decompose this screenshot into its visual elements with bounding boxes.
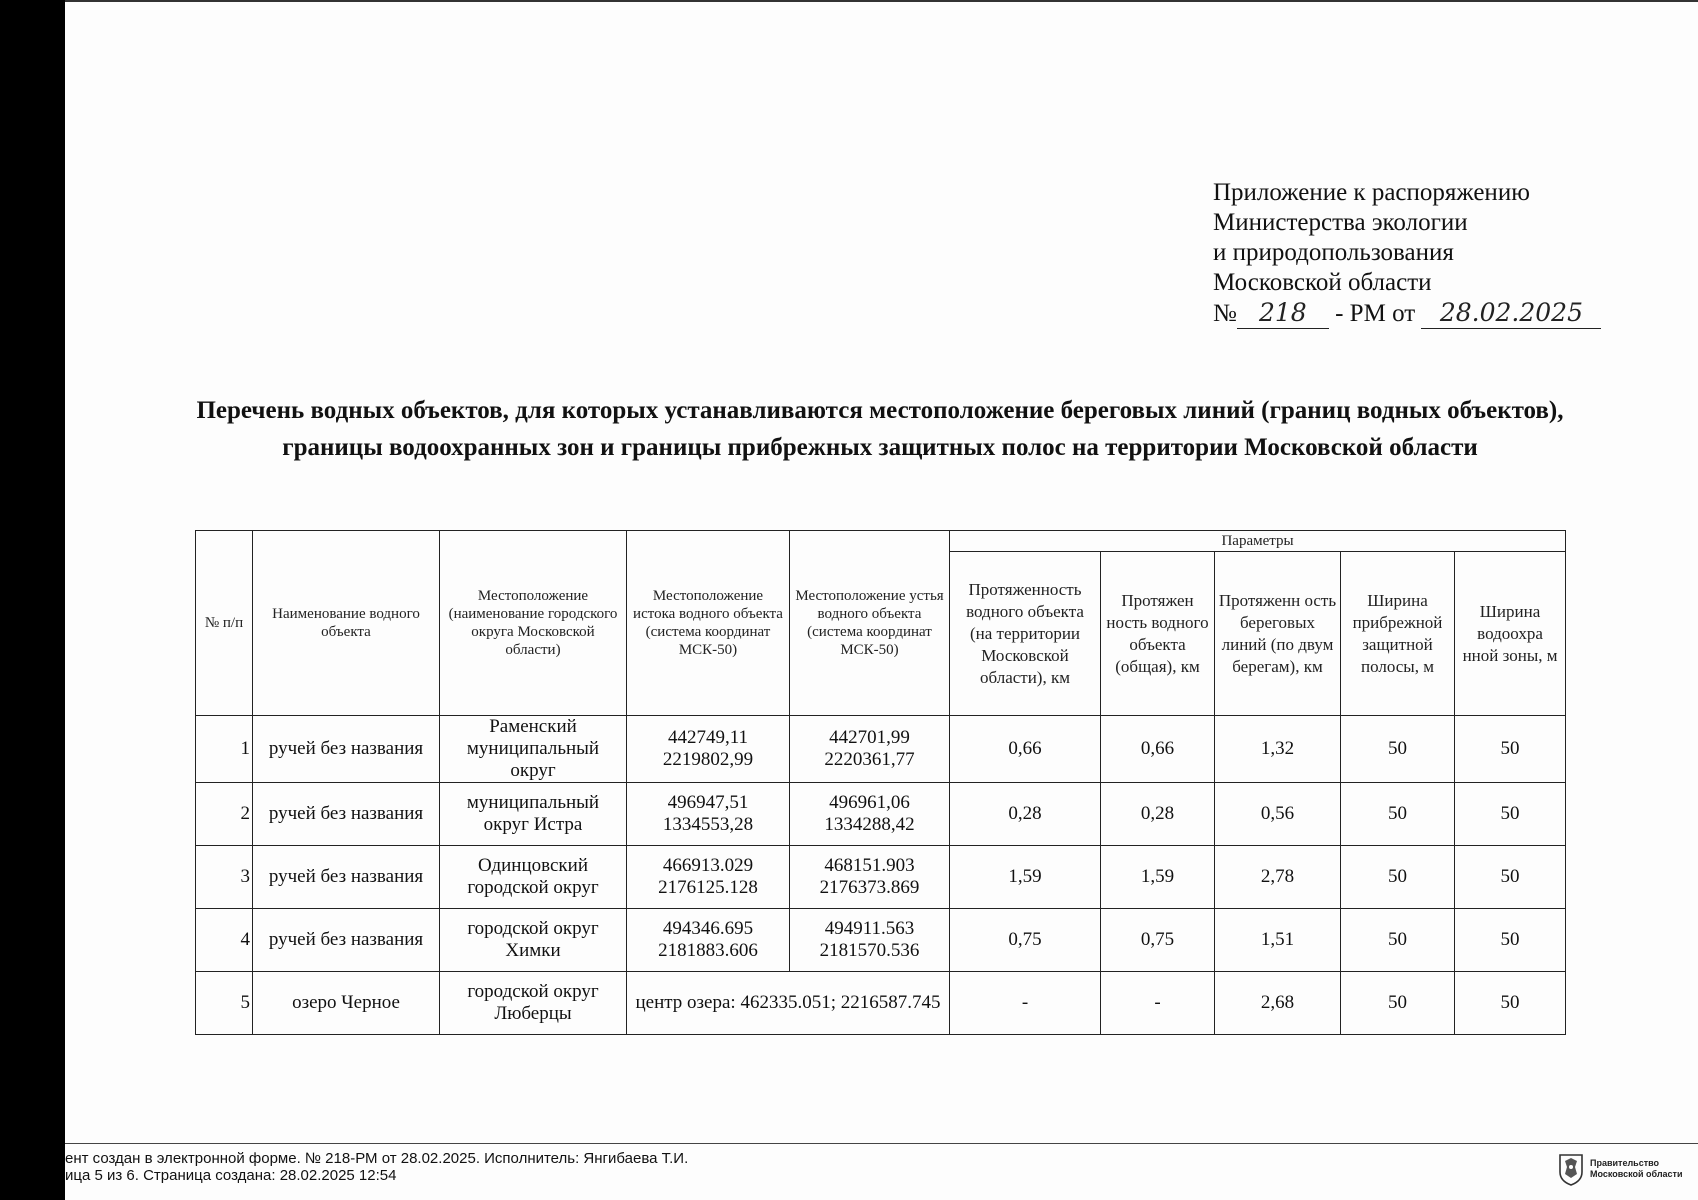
footer (65, 1150, 688, 1184)
appendix-line-2: Министерства экологии (1213, 209, 1468, 236)
cell-len-banks: 2,68 (1215, 972, 1341, 1035)
cell-location: муниципальный округ Истра (440, 783, 627, 846)
header-width-zone: Ширина водоохра нной зоны, м (1455, 552, 1566, 716)
cell-len-banks: 2,78 (1215, 846, 1341, 909)
gov-logo-line-2: Московской области (1590, 1169, 1683, 1179)
cell-name: озеро Черное (253, 972, 440, 1035)
cell-width-strip: 50 (1341, 716, 1455, 783)
order-date: 28.02.2025 (1421, 298, 1601, 329)
cell-no: 4 (196, 909, 253, 972)
cell-mouth: 442701,99 2220361,77 (790, 716, 950, 783)
table-row (196, 846, 1566, 909)
number-prefix: № (1213, 300, 1237, 327)
cell-len-banks: 0,56 (1215, 783, 1341, 846)
cell-mouth: 468151.903 2176373.869 (790, 846, 950, 909)
order-number: 218 (1237, 298, 1329, 329)
cell-len-total: 0,75 (1101, 909, 1215, 972)
cell-len-total: 0,28 (1101, 783, 1215, 846)
cell-source: 466913.029 2176125.128 (627, 846, 790, 909)
rm-label: - РМ от (1335, 300, 1416, 327)
cell-location: городской округ Люберцы (440, 972, 627, 1035)
cell-len-mo: 1,59 (950, 846, 1101, 909)
cell-location: Раменский муниципальный округ (440, 716, 627, 783)
gov-logo (1558, 1152, 1683, 1186)
cell-no: 1 (196, 716, 253, 783)
cell-len-banks: 1,32 (1215, 716, 1341, 783)
water-objects-table (195, 530, 1566, 1035)
cell-name: ручей без названия (253, 846, 440, 909)
cell-width-strip: 50 (1341, 846, 1455, 909)
cell-width-strip: 50 (1341, 783, 1455, 846)
header-location: Местоположение (наименование городского округа Московской области) (440, 531, 627, 716)
cell-source: 442749,11 2219802,99 (627, 716, 790, 783)
table-row (196, 972, 1566, 1035)
appendix-number-line (1213, 298, 1601, 329)
header-source: Местоположение истока водного объекта (система координат МСК-50) (627, 531, 790, 716)
cell-width-strip: 50 (1341, 909, 1455, 972)
cell-width-zone: 50 (1455, 972, 1566, 1035)
cell-lake-center: центр озера: 462335.051; 2216587.745 (627, 972, 950, 1035)
header-mouth: Местоположение устья водного объекта (система координат МСК-50) (790, 531, 950, 716)
header-name: Наименование водного объекта (253, 531, 440, 716)
coat-of-arms-icon (1558, 1152, 1584, 1186)
cell-name: ручей без названия (253, 909, 440, 972)
scan-left-edge (0, 0, 65, 1200)
appendix-line-3: и природопользования (1213, 239, 1454, 266)
appendix-block (1213, 178, 1601, 329)
cell-location: городской округ Химки (440, 909, 627, 972)
header-params: Параметры (950, 531, 1566, 552)
cell-width-zone: 50 (1455, 783, 1566, 846)
cell-len-mo: 0,66 (950, 716, 1101, 783)
header-no: № п/п (196, 531, 253, 716)
footer-divider (65, 1143, 1698, 1144)
cell-len-mo: 0,28 (950, 783, 1101, 846)
cell-source: 494346.695 2181883.606 (627, 909, 790, 972)
scan-top-edge (65, 0, 1698, 2)
appendix-line-4: Московской области (1213, 269, 1432, 296)
footer-line-2: ица 5 из 6. Страница создана: 28.02.2025 12:54 (65, 1167, 397, 1184)
cell-width-zone: 50 (1455, 909, 1566, 972)
cell-no: 5 (196, 972, 253, 1035)
footer-line-1: ент создан в электронной форме. № 218-РМ от 28.02.2025. Исполнитель: Янгибаева Т.И. (65, 1150, 689, 1167)
cell-len-total: 0,66 (1101, 716, 1215, 783)
cell-width-strip: 50 (1341, 972, 1455, 1035)
cell-no: 2 (196, 783, 253, 846)
header-len-banks: Протяженн ость береговых линий (по двум берегам), км (1215, 552, 1341, 716)
header-width-strip: Ширина прибрежной защитной полосы, м (1341, 552, 1455, 716)
cell-name: ручей без названия (253, 783, 440, 846)
table-row (196, 783, 1566, 846)
table-row (196, 909, 1566, 972)
cell-width-zone: 50 (1455, 846, 1566, 909)
gov-logo-line-1: Правительство (1590, 1158, 1660, 1168)
cell-len-mo: 0,75 (950, 909, 1101, 972)
cell-len-mo: - (950, 972, 1101, 1035)
cell-len-banks: 1,51 (1215, 909, 1341, 972)
cell-no: 3 (196, 846, 253, 909)
table-row (196, 716, 1566, 783)
cell-len-total: - (1101, 972, 1215, 1035)
cell-mouth: 496961,06 1334288,42 (790, 783, 950, 846)
document-title: Перечень водных объектов, для которых устанавливаются местоположение береговых линий (границ водных объектов), границы водоохранных зон и границы прибрежных защитных полос на территории Московской области (196, 397, 1564, 461)
cell-name: ручей без названия (253, 716, 440, 783)
cell-mouth: 494911.563 2181570.536 (790, 909, 950, 972)
appendix-line-1: Приложение к распоряжению (1213, 179, 1530, 206)
cell-width-zone: 50 (1455, 716, 1566, 783)
cell-len-total: 1,59 (1101, 846, 1215, 909)
header-len-total: Протяжен ность водного объекта (общая), км (1101, 552, 1215, 716)
cell-location: Одинцовский городской округ (440, 846, 627, 909)
header-len-mo: Протяженность водного объекта (на территории Московской области), км (950, 552, 1101, 716)
cell-source: 496947,51 1334553,28 (627, 783, 790, 846)
